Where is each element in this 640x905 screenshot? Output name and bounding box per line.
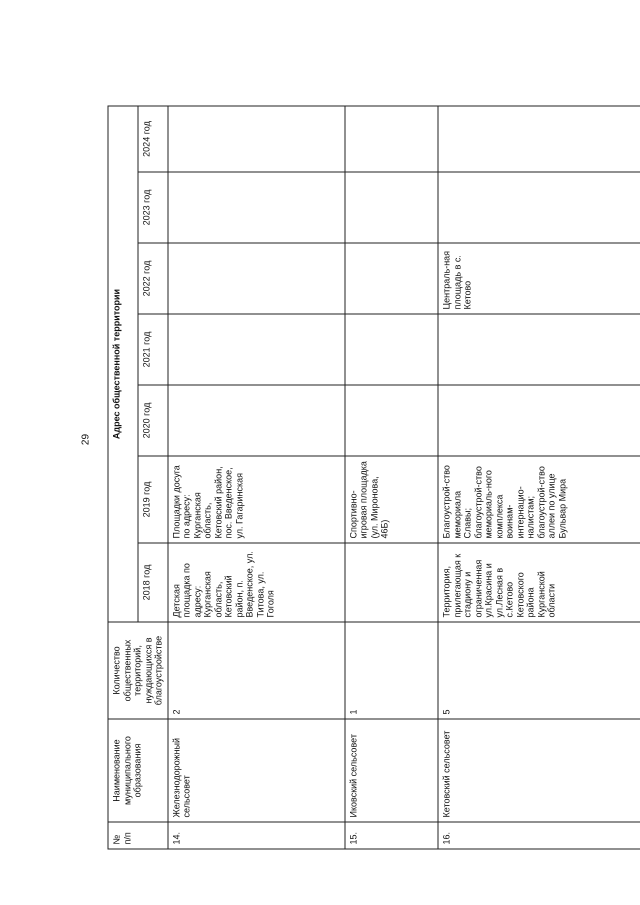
- cell-2019: Спортивно-игровая площадка (ул. Миронова, 46Б): [344, 456, 437, 543]
- row-num: 15.: [344, 822, 437, 849]
- table-row: [167, 106, 344, 849]
- cell-2021: [167, 314, 344, 385]
- row-name: Иковский сельсовет: [344, 719, 437, 822]
- row-count: 2: [167, 622, 344, 719]
- year-2020-header: 2020 год: [137, 385, 167, 456]
- cell-2024: [438, 106, 640, 172]
- row-count: 1: [344, 622, 437, 719]
- row-num: 14.: [167, 822, 344, 849]
- col-address-header: Адрес общественной территории: [108, 106, 138, 622]
- cell-2023: [438, 172, 640, 243]
- year-2022-header: 2022 год: [137, 243, 167, 314]
- year-2018-header: 2018 год: [137, 543, 167, 622]
- cell-2022: [344, 243, 437, 314]
- cell-2018: [344, 543, 437, 622]
- cell-2020: [344, 385, 437, 456]
- year-2021-header: 2021 год: [137, 314, 167, 385]
- table-row: [438, 106, 640, 849]
- year-2019-header: 2019 год: [137, 456, 167, 543]
- cell-2018: Территория, прилегающая к стадиону и ограниченная ул.Красина и ул.Лесная в с.Кетово Кетовского района Курганской области: [438, 543, 640, 622]
- cell-2023: [344, 172, 437, 243]
- table-row: [344, 106, 437, 849]
- row-name: Кетовский сельсовет: [438, 719, 640, 822]
- header-row: [108, 106, 138, 849]
- cell-2021: [344, 314, 437, 385]
- col-name-header: Наименование муниципального образования: [108, 719, 168, 822]
- public-territories-table: [107, 105, 640, 849]
- year-2024-header: 2024 год: [137, 106, 167, 172]
- row-num: 16.: [438, 822, 640, 849]
- col-count-header: Количество общественных территорий, нуждающихся в благоустройстве: [108, 622, 168, 719]
- cell-2022: Централь-ная площадь в с. Кетово: [438, 243, 640, 314]
- cell-2018: Детская площадка по адресу: Курганская область, Кетовский район, п. Введенское, ул. Титова, ул. Гоголя: [167, 543, 344, 622]
- row-name: Железнодорожный сельсовет: [167, 719, 344, 822]
- col-num-header: № п/п: [108, 822, 168, 849]
- page-number: 29: [80, 433, 92, 446]
- cell-2023: [167, 172, 344, 243]
- rotated-table-wrapper: [107, 107, 639, 850]
- cell-2020: [438, 385, 640, 456]
- cell-2019: Благоустрой-ство мемориала Славы; благоустрой-ство мемориаль-ного комплекса воинам-интернацио-налистам; благоустрой-ство аллеи по улице Бульвар Мира: [438, 456, 640, 543]
- year-2023-header: 2023 год: [137, 172, 167, 243]
- cell-2020: [167, 385, 344, 456]
- cell-2024: [167, 106, 344, 172]
- cell-2024: [344, 106, 437, 172]
- row-count: 5: [438, 622, 640, 719]
- cell-2019: Площадки досуга по адресу: Курганская область, Кетовский район, пос. Введенское, ул. Гагаринская: [167, 456, 344, 543]
- cell-2022: [167, 243, 344, 314]
- cell-2021: [438, 314, 640, 385]
